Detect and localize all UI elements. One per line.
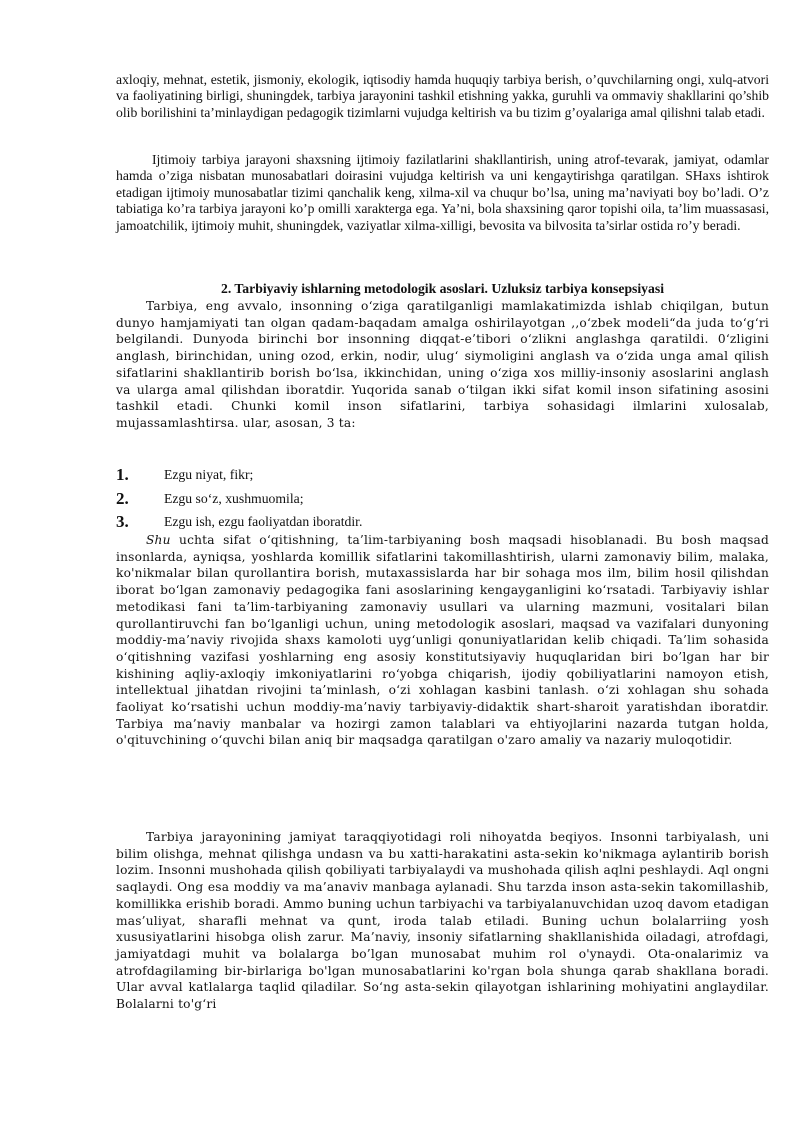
paragraph-3: Tarbiya, eng avvalo, insonning o‘ziga qaratilganligi mamlakatimizda ishlab chiqilgan, butun dunyo hamjamiyati tan olgan qadam-baqadam amalga oshirilayotgan ,,o‘zbek modeli“da juda to‘g‘ri belgilandi. Dunyoda birinchi bor insonning diqqat-e’tibori o‘zlikni anglashga qaratildi. 0‘zligini anglash, birinchidan, uning ozod, erkin, nodir, ulug‘ siymoligini anglash va o‘zida unga amal qilish sifatlarini shakllantirib borish bo‘lsa, ikkinchidan, uning o‘ziga xos milliy-insoniy asoslarini anglash va ularga amal qilishdan iboratdir. Yuqorida sanab o‘tilgan ikki sifat komil inson sifatining asosini tashkil etadi. Chunki komil inson sifatlarini, tarbiya sohasidagi ilmlarini xulosalab, mujassamlashtirsa. ular, asosan, 3 ta: [116,299,769,430]
list-text: Ezgu so‘z, xushmuomila; [164,491,304,506]
list-text: Ezgu niyat, fikr; [164,467,254,482]
list-number: 3. [116,512,129,531]
italic-lead: Shu [146,533,171,547]
paragraph-1: axloqiy, mehnat, estetik, jismoniy, ekologik, iqtisodiy hamda huquqiy tarbiya berish, o’quvchilarning ongi, xulq-atvori va faoliyatining birligi, shuningdek, tarbiya jarayonini tashkil etishning yakka, guruhli va ommaviy shakllarini qo’shib olib borilishini ta’minlaydigan pedagogik tizimlarni vujudga keltirish va bu tizim g’oyalariga amal qilishni talab etadi. [116,72,769,120]
paragraph-2: Ijtimoiy tarbiya jarayoni shaxsning ijtimoiy fazilatlarini shakllantirish, uning atrof-tevarak, jamiyat, odamlar hamda o’ziga nisbatan munosabatlari doirasini vujudga keltirish va uni kengaytirishga qaratilgan. SHaxs ishtirok etadigan ijtimoiy munosabatlar tizimi qanchalik keng, xilma-xil va chuqur bo’lsa, uning ma’naviyati boy bo’ladi. O’z tabiatiga ko’ra tarbiya jarayoni ko’p omilli xarakterga ega. Ya’ni, bola shaxsining qaror topishi oila, ta’lim muassasasi, jamoatchilik, ijtimoiy muhit, shuningdek, vaziyatlar xilma-xilligi, bevosita va bilvosita ta’sirlar ostida ro’y beradi. [116,152,769,233]
list-number: 2. [116,489,129,508]
section-heading: 2. Tarbiyaviy ishlarning metodologik asoslari. Uzluksiz tarbiya konsepsiyasi [220,281,665,296]
list-number: 1. [116,465,129,484]
list-text: Ezgu ish, ezgu faoliyatdan iboratdir. [164,514,363,529]
paragraph-4: Shu uchta sifat o‘qitishning, ta’lim-tarbiyaning bosh maqsadi hisoblanadi. Bu bosh maqsad insonlarda, ayniqsa, yoshlarda komillik sifatlarini takomillashtirish, ularni zamonaviy bilim, malaka, ko'nikmalar bilan qurollantira borish, mutaxassislarda har bir sohaga mos ilm, bilim hosil qilishdan iborat bo‘lgan zamonaviy pedagogika fani asoslarining kengayganligini ko‘rsatadi. Tarbiyaviy ishlar metodikasi fani ta’lim-tarbiyaning zamonaviy usullari va ularning mazmuni, vositalari bilan qurollantiruvchi fan bo‘lganligi uchun, uning metodologik asoslari, maqsad va vazifalari dunyoning moddiy-ma’naviy rivojida shaxs kamoloti uyg‘unligi qonuniyatlaridan kelib chiqadi. Ta’lim sohasida o‘qitishning vazifasi yoshlarning eng asosiy konstitutsiyaviy huquqlaridan biri bo’lgan har bir kishining aqliy-axloqiy imkoniyatlarini ro‘yobga chiqarish, ijodiy qobiliyatlarini namoyon etish, intellektual jihatdan rivojini ta’minlash, o‘zi xohlagan kasbini tanlash. o‘zi xohlagan shu sohada faoliyat ko‘rsatishi uchun moddiy-ma’naviy tarbiyaviy-didaktik shart-sharoit yaratishdan iboratdir. Tarbiya ma’naviy manbalar va hozirgi zamon talablari va ehtiyojlarini nazarda tutgan holda, o'qituvchining o‘quvchi bilan aniq bir maqsadga qaratilgan o'zaro amaliy va nazariy muloqotidir. [116,533,769,748]
paragraph-5: Tarbiya jarayonining jamiyat taraqqiyotidagi roli nihoyatda beqiyos. Insonni tarbiyalash, uni bilim olishga, mehnat qilishga undasn va bu xatti-harakatini asta-sekin ko'nikmaga aylantirib borish lozim. Insonni mushohada qilish qobiliyati tarbiyalaydi va mushohada qilish aqlni peshlaydi. Aql ongni saqlaydi. Ong esa moddiy va ma’anaviv manbaga aylanadi. Shu tarzda inson asta-sekin takomillashib, komillikka erishib boradi. Ammo buning uchun tarbiyachi va tarbiyalanuvchidan uzoq davom etadigan mas’uliyat, sharafli mehnat va qunt, iroda talab etiladi. Buning uchun bolalarriing yosh xususiyatlarini hisobga olish zarur. Ma’naviy, insoniy sifatlarning shakllanishida oiladagi, atrofdagi, jamiyatdagi muhit va bolalarga bo’lgan munosabat muhim rol o'ynaydi. Ota-onalarimiz va atrofdagilaming bir-birlariga bo'lgan munosabatlarini ko'rgan bola shunga qarab shakllana boradi. Ular avval katlalarga taqlid qiladilar. So‘ng asta-sekin qilayotgan ishlarining mohiyatini anglaydilar. Bolalarni to'g‘ri [116,830,769,1012]
